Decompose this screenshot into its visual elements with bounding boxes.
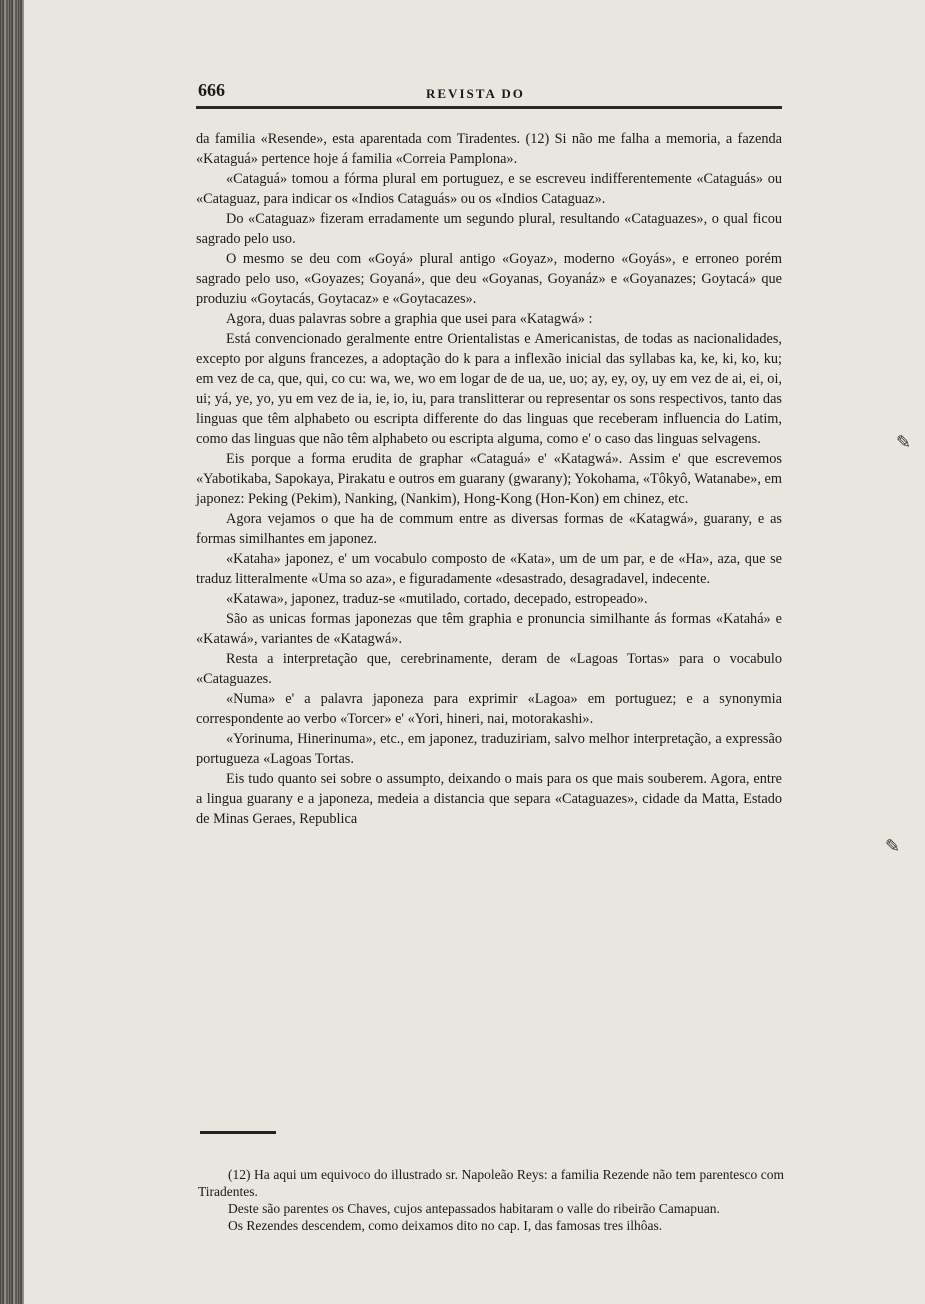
paragraph: da familia «Resende», esta aparentada com Tiradentes. (12) Si não me falha a memoria, a fazenda «Kataguá» pertence hoje á familia «Correia Pamplona». — [196, 131, 782, 167]
page-number: 666 — [198, 80, 225, 100]
paragraph: Está convencionado geralmente entre Orientalistas e Americanistas, de todas as nacionalidades, excepto por alguns francezes, a adoptação do k para a inflexão inicial das syllabas ka, ke, ki, ko, ku; em vez de ca, que, qui, co cu: wa, we, wo em logar de de ua, ue, uo; ay, ey, oy, uy em vez de ai, ei, oi, ui; yá, ye, yo, yu em vez de ia, ie, io, iu, para translitterar ou representar os sons respectivos, tanto das linguas que têm alphabeto ou escripta differente do das linguas que receberam influencia do Latim, como das linguas que não têm alphabeto ou escripta alguma, como e' o caso das linguas selvagens. — [196, 331, 782, 447]
paragraph: «Cataguá» tomou a fórma plural em portuguez, e se escreveu indifferentemente «Cataguás» ou «Cataguaz, para indicar os «Indios Cataguás» ou os «Indios Cataguaz». — [196, 171, 782, 207]
margin-pen-mark-icon: ✎ — [896, 432, 912, 453]
paragraph: São as unicas formas japonezas que têm graphia e pronuncia similhante ás formas «Katahá» e «Katawá», variantes de «Katagwá». — [196, 611, 782, 647]
paragraph: «Yorinuma, Hinerinuma», etc., em japonez, traduziriam, salvo melhor interpretação, a expressão portugueza «Lagoas Tortas. — [196, 731, 782, 767]
paragraph: Eis porque a forma erudita de graphar «Cataguá» e' «Katagwá». Assim e' que escrevemos «Yabotikaba, Sapokaya, Pirakatu e outros em guarany (gwarany); Yokohama, «Tôkyô, Watanabe», em japonez: Peking (Pekim), Nanking, (Nankim), Hong-Kong (Hon-Kon) em chinez, etc. — [196, 451, 782, 507]
footnote-rule — [200, 1131, 276, 1134]
running-head: REVISTA DO — [426, 86, 525, 101]
footnote: Os Rezendes descendem, como deixamos dito no cap. I, das famosas tres ilhôas. — [228, 1218, 663, 1233]
footnotes — [198, 1166, 784, 1234]
book-binding-edge — [0, 0, 24, 1304]
paragraph: Resta a interpretação que, cerebrinamente, deram de «Lagoas Tortas» para o vocabulo «Cataguazes. — [196, 651, 782, 687]
paragraph: Eis tudo quanto sei sobre o assumpto, deixando o mais para os que mais souberem. Agora, entre a lingua guarany e a japoneza, medeia a distancia que separa «Cataguazes», cidade da Matta, Estado de Minas Geraes, Republica — [196, 771, 782, 827]
document-page — [196, 70, 782, 829]
paragraph: «Kataha» japonez, e' um vocabulo composto de «Kata», um de um par, e de «Ha», aza, que se traduz litteralmente «Uma so aza», e figuradamente «desastrado, desagradavel, indecente. — [196, 551, 782, 587]
paragraph: Agora, duas palavras sobre a graphia que usei para «Katagwá» : — [226, 311, 593, 327]
paragraph: «Numa» e' a palavra japoneza para exprimir «Lagoa» em portuguez; e a synonymia correspondente ao verbo «Torcer» e' «Yori, hineri, nai, motorakashi». — [196, 691, 782, 727]
page-header — [196, 70, 782, 109]
paragraph: «Katawa», japonez, traduz-se «mutilado, cortado, decepado, estropeado». — [226, 591, 648, 607]
body-text — [196, 129, 782, 829]
footnote: Deste são parentes os Chaves, cujos antepassados habitaram o valle do ribeirão Camapuan. — [228, 1201, 720, 1216]
footnote: (12) Ha aqui um equivoco do illustrado sr. Napoleão Reys: a familia Rezende não tem parentesco com Tiradentes. — [198, 1167, 784, 1199]
paragraph: O mesmo se deu com «Goyá» plural antigo «Goyaz», moderno «Goyás», e erroneo porém sagrado pelo uso, «Goyazes; Goyaná», que deu «Goyanas, Goyanáz» e «Goyanazes; Goytacá» que produziu «Goytacás, Goytacaz» e «Goytacazes». — [196, 251, 782, 307]
margin-pen-mark-icon: ✎ — [885, 836, 901, 857]
paragraph: Do «Cataguaz» fizeram erradamente um segundo plural, resultando «Cataguazes», o qual ficou sagrado pelo uso. — [196, 211, 782, 247]
paragraph: Agora vejamos o que ha de commum entre as diversas formas de «Katagwá», guarany, e as formas similhantes em japonez. — [196, 511, 782, 547]
